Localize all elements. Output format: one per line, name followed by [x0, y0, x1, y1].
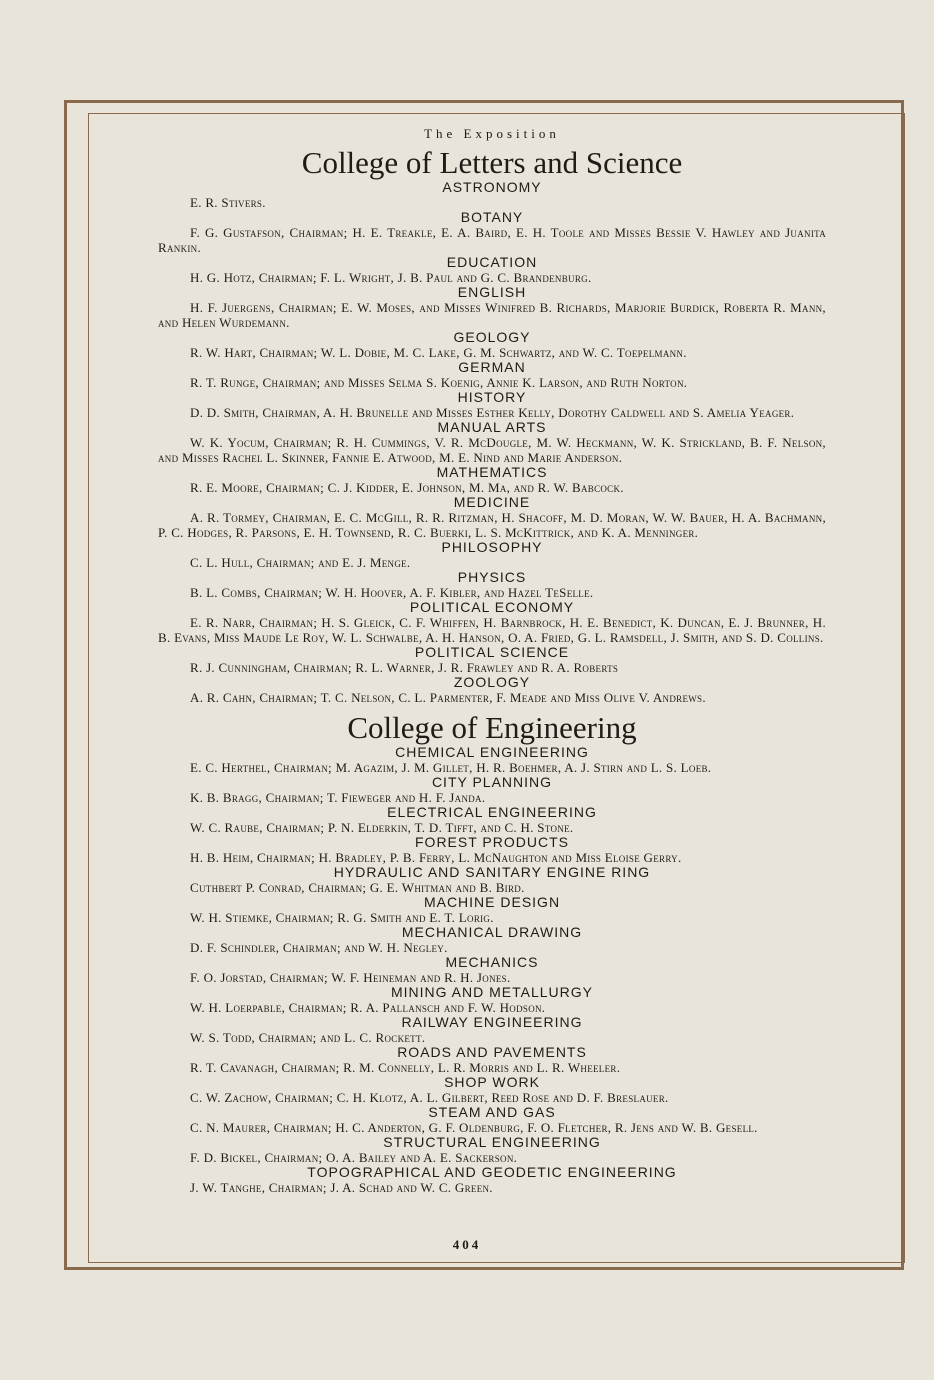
department-heading: GEOLOGY	[453, 329, 531, 345]
department-heading: MATHEMATICS	[436, 464, 548, 480]
department-members: E. R. Stivers.	[190, 195, 266, 210]
department-heading: MANUAL ARTS	[437, 419, 547, 435]
department-heading: TOPOGRAPHICAL AND GEODETIC ENGINEERING	[307, 1164, 677, 1180]
department-members: C. L. Hull, Chairman; and E. J. Menge.	[190, 555, 411, 570]
department-heading: SHOP WORK	[444, 1074, 540, 1090]
department-members: W. H. Loerpable, Chairman; R. A. Pallansch and F. W. Hodson.	[190, 1000, 546, 1015]
department-members: R. T. Cavanagh, Chairman; R. M. Connelly, L. R. Morris and L. R. Wheeler.	[190, 1060, 621, 1075]
department-members: W. S. Todd, Chairman; and L. C. Rockett.	[190, 1030, 426, 1045]
department-members: W. C. Raube, Chairman; P. N. Elderkin, T. D. Tifft, and C. H. Stone.	[190, 820, 574, 835]
department-heading: POLITICAL ECONOMY	[409, 599, 575, 615]
department-heading: ASTRONOMY	[442, 179, 542, 195]
department-heading: ROADS AND PAVEMENTS	[397, 1044, 587, 1060]
department-heading: PHYSICS	[457, 569, 527, 585]
department-heading: MINING AND METALLURGY	[391, 984, 593, 1000]
department-members: R. E. Moore, Chairman; C. J. Kidder, E. Johnson, M. Ma, and R. W. Babcock.	[190, 480, 624, 495]
department-members: H. B. Heim, Chairman; H. Bradley, P. B. Ferry, L. McNaughton and Miss Eloise Gerry.	[190, 850, 682, 865]
department-heading: HISTORY	[457, 389, 527, 405]
department-members: E. C. Herthel, Chairman; M. Agazim, J. M. Gillet, H. R. Boehmer, A. J. Stirn and L. S. Loeb.	[190, 760, 712, 775]
department-heading: POLITICAL SCIENCE	[414, 644, 570, 660]
department-heading: ENGLISH	[457, 284, 527, 300]
letters-department-list	[158, 180, 826, 705]
department-members: H. G. Hotz, Chairman; F. L. Wright, J. B. Paul and G. C. Brandenburg.	[190, 270, 592, 285]
department-heading: EDUCATION	[446, 254, 538, 270]
page-content	[158, 126, 826, 1195]
department-heading: GERMAN	[458, 359, 526, 375]
department-heading: CHEMICAL ENGINEERING	[395, 744, 589, 760]
department-heading: MEDICINE	[453, 494, 531, 510]
page-number: 404	[452, 1237, 482, 1252]
department-members: R. W. Hart, Chairman; W. L. Dobie, M. C. Lake, G. M. Schwartz, and W. C. Toepelmann.	[190, 345, 687, 360]
department-members: F. G. Gustafson, Chairman; H. E. Treakle, E. A. Baird, E. H. Toole and Misses Bessie V. Hawley and Juanita Rankin.	[158, 225, 826, 255]
college-title-letters: College of Letters and Science	[301, 145, 683, 180]
department-members: K. B. Bragg, Chairman; T. Fieweger and H. F. Janda.	[190, 790, 486, 805]
department-members: H. F. Juergens, Chairman; E. W. Moses, and Misses Winifred B. Richards, Marjorie Burdick, Roberta R. Mann, and Helen Wurdemann.	[158, 300, 826, 330]
department-members: D. D. Smith, Chairman, A. H. Brunelle and Misses Esther Kelly, Dorothy Caldwell and S. Amelia Yeager.	[190, 405, 795, 420]
department-members: Cuthbert P. Conrad, Chairman; G. E. Whitman and B. Bird.	[190, 880, 525, 895]
department-heading: STRUCTURAL ENGINEERING	[383, 1134, 601, 1150]
department-heading: MACHINE DESIGN	[423, 894, 561, 910]
department-members: C. W. Zachow, Chairman; C. H. Klotz, A. L. Gilbert, Reed Rose and D. F. Breslauer.	[190, 1090, 669, 1105]
department-heading: FOREST PRODUCTS	[415, 834, 569, 850]
college-title-engineering: College of Engineering	[347, 710, 637, 745]
department-heading: STEAM AND GAS	[428, 1104, 556, 1120]
department-members: B. L. Combs, Chairman; W. H. Hoover, A. F. Kibler, and Hazel TeSelle.	[190, 585, 594, 600]
department-members: W. H. Stiemke, Chairman; R. G. Smith and E. T. Lorig.	[190, 910, 494, 925]
department-members: C. N. Maurer, Chairman; H. C. Anderton, G. F. Oldenburg, F. O. Fletcher, R. Jens and W. B. Gesell.	[190, 1120, 758, 1135]
department-members: D. F. Schindler, Chairman; and W. H. Negley.	[190, 940, 448, 955]
department-members: E. R. Narr, Chairman; H. S. Gleick, C. F. Whiffen, H. Barnbrock, H. E. Benedict, K. Duncan, E. J. Brunner, H. B. Evans, Miss Maude Le Roy, W. L. Schwalbe, A. H. Hanson, O. A. Fried, G. L. Ramsdell, J. Smith, and S. D. Collins.	[158, 615, 826, 645]
department-heading: PHILOSOPHY	[441, 539, 543, 555]
running-head: The Exposition	[424, 126, 560, 141]
department-heading: HYDRAULIC AND SANITARY ENGINE RING	[333, 864, 651, 880]
department-heading: BOTANY	[460, 209, 524, 225]
department-heading: RAILWAY ENGINEERING	[401, 1014, 583, 1030]
department-heading: CITY PLANNING	[431, 774, 553, 790]
department-members: F. O. Jorstad, Chairman; W. F. Heineman and R. H. Jones.	[190, 970, 511, 985]
department-members: A. R. Cahn, Chairman; T. C. Nelson, C. L. Parmenter, F. Meade and Miss Olive V. Andrews.	[190, 690, 706, 705]
department-members: R. T. Runge, Chairman; and Misses Selma S. Koenig, Annie K. Larson, and Ruth Norton.	[190, 375, 688, 390]
department-members: W. K. Yocum, Chairman; R. H. Cummings, V. R. McDougle, M. W. Heckmann, W. K. Strickland, B. F. Nelson, and Misses Rachel L. Skinner, Fannie E. Atwood, M. E. Nind and Marie Anderson.	[158, 435, 826, 465]
department-members: J. W. Tanghe, Chairman; J. A. Schad and W. C. Green.	[190, 1180, 493, 1195]
engineering-department-list	[158, 745, 826, 1195]
department-members: R. J. Cunningham, Chairman; R. L. Warner, J. R. Frawley and R. A. Roberts	[190, 660, 619, 675]
department-heading: ZOOLOGY	[453, 674, 531, 690]
department-members: A. R. Tormey, Chairman, E. C. McGill, R. R. Ritzman, H. Shacoff, M. D. Moran, W. W. Bauer, H. A. Bachmann, P. C. Hodges, R. Parsons, E. H. Townsend, R. C. Buerki, L. S. McKittrick, and K. A. Menninger.	[158, 510, 826, 540]
department-heading: MECHANICAL DRAWING	[401, 924, 583, 940]
department-heading: ELECTRICAL ENGINEERING	[387, 804, 597, 820]
department-members: F. D. Bickel, Chairman; O. A. Bailey and A. E. Sackerson.	[190, 1150, 518, 1165]
department-heading: MECHANICS	[445, 954, 539, 970]
